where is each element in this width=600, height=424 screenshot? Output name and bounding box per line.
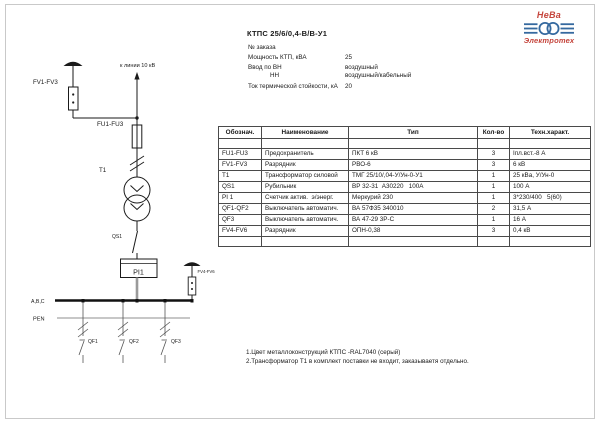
table-cell: 2 — [478, 204, 510, 215]
table-cell: Iпл.вст.-8 А — [510, 149, 591, 160]
logo-name-top: НеВа — [536, 10, 562, 20]
meter-pi1 — [121, 259, 158, 300]
busbar-abc — [31, 299, 194, 305]
label-abc: А,В,С — [31, 299, 45, 305]
table-cell — [349, 139, 478, 149]
table-cell: 3 — [478, 160, 510, 171]
table-cell: T1 — [219, 171, 262, 182]
table-cell: Трансформатор силовой — [262, 171, 349, 182]
table-cell: 100 А — [510, 182, 591, 193]
arrester-fv1-fv3 — [33, 62, 139, 120]
table-cell: 3 — [478, 149, 510, 160]
table-cell: 1 — [478, 193, 510, 204]
spec-value: 25 — [345, 54, 353, 61]
table-cell: 25 кВа, У/Ун-0 — [510, 171, 591, 182]
column-header: Тип — [349, 127, 478, 139]
table-row — [219, 226, 591, 237]
junction-dot — [135, 116, 138, 119]
table-row — [219, 193, 591, 204]
spec-value: воздушный — [345, 64, 378, 71]
arrester-fv4-fv6 — [184, 262, 216, 300]
spec-row — [248, 54, 528, 64]
table-cell: 3 — [478, 226, 510, 237]
spec-label: Ввод по ВН — [248, 64, 282, 71]
spec-row — [248, 72, 528, 83]
table-cell — [219, 237, 262, 247]
equipment-table — [218, 126, 591, 247]
table-cell: QS1 — [219, 182, 262, 193]
table-cell — [510, 139, 591, 149]
arrester-body — [188, 277, 196, 295]
spec-label: № заказа — [248, 44, 276, 51]
table-cell: ТМГ 25/10/,04-У/Ун-0-У1 — [349, 171, 478, 182]
table-cell: 0,4 кВ — [510, 226, 591, 237]
table-cell: Разрядник — [262, 226, 349, 237]
table-cell: Меркурий 230 — [349, 193, 478, 204]
table-row — [219, 171, 591, 182]
spec-row — [248, 64, 528, 72]
table-cell: ВА 57Ф35 340010 — [349, 204, 478, 215]
feeder-qf1 — [78, 302, 98, 363]
label-qf3: QF3 — [171, 339, 181, 345]
table-cell — [219, 139, 262, 149]
table-cell: Выключатель автоматич. — [262, 215, 349, 226]
spec-list — [248, 44, 528, 93]
table-row — [219, 149, 591, 160]
note-line: 1.Цвет металлоконструкций КТПС -RAL7040 (серый) — [246, 349, 401, 356]
table-cell — [478, 237, 510, 247]
breaker-blade — [79, 341, 84, 355]
spec-row — [248, 83, 528, 93]
breaker-blade — [119, 341, 124, 355]
table-cell: Разрядник — [262, 160, 349, 171]
ground-icon — [64, 62, 83, 66]
table-cell: FU1-FU3 — [219, 149, 262, 160]
table-spacer-row — [219, 237, 591, 247]
table-cell: Счетчик актив. э/энерг. — [262, 193, 349, 204]
label-fu1-fu3: FU1-FU3 — [97, 121, 124, 128]
breaker-blade — [161, 341, 166, 355]
switch-blade — [133, 231, 138, 253]
spec-label: НН — [270, 72, 280, 79]
feeder-qf3 — [160, 302, 181, 363]
label-fv4-fv6: FV4-FV6 — [197, 269, 215, 274]
label-pi1: PI1 — [133, 267, 144, 277]
table-cell — [262, 139, 349, 149]
label-fv1-fv3: FV1-FV3 — [33, 79, 58, 86]
label-qf1: QF1 — [88, 339, 98, 345]
column-header: Обознач. — [219, 127, 262, 139]
fuse-fu1-fu3 — [97, 121, 142, 148]
spec-label: Мощность КТП, кВА — [248, 54, 307, 61]
table-cell — [510, 237, 591, 247]
table-cell: FV4-FV6 — [219, 226, 262, 237]
table-cell — [478, 139, 510, 149]
ground-icon — [184, 262, 201, 266]
table-cell: QF1-QF2 — [219, 204, 262, 215]
table-cell: 1 — [478, 182, 510, 193]
arrester-body — [69, 87, 79, 110]
table-cell: 1 — [478, 215, 510, 226]
label-qf2: QF2 — [129, 339, 139, 345]
table-cell: QF3 — [219, 215, 262, 226]
spec-row — [248, 44, 528, 54]
table-cell: 3*230/400 5(60) — [510, 193, 591, 204]
table-cell: ОПН-0,38 — [349, 226, 478, 237]
notes-block — [246, 348, 469, 366]
company-logo — [506, 11, 592, 45]
table-cell: 16 А — [510, 215, 591, 226]
column-header: Кол-во — [478, 127, 510, 139]
table-cell: ПКТ 6 кВ — [349, 149, 478, 160]
spec-label: Ток термической стойкости, кА — [248, 83, 338, 90]
table-cell — [262, 237, 349, 247]
table-row — [219, 182, 591, 193]
label-pen: PEN — [33, 316, 45, 323]
table-cell — [349, 237, 478, 247]
table-row — [219, 160, 591, 171]
table-row — [219, 215, 591, 226]
transformer-t1 — [99, 167, 150, 221]
transformer-logo-icon — [524, 21, 574, 36]
equipment-table-wrap — [218, 126, 590, 247]
table-cell: Рубильник — [262, 182, 349, 193]
column-header: Наименование — [262, 127, 349, 139]
table-cell: 1 — [478, 171, 510, 182]
note-line: 2.Трансформатор Т1 в комплект поставки не входит, заказываетя отдельно. — [246, 358, 469, 365]
label-line-10kv: к линии 10 кВ — [120, 63, 156, 69]
table-cell: 6 кВ — [510, 160, 591, 171]
table-cell: PI 1 — [219, 193, 262, 204]
table-cell: 31,5 А — [510, 204, 591, 215]
table-spacer-row — [219, 139, 591, 149]
table-cell: РВО-6 — [349, 160, 478, 171]
table-row — [219, 204, 591, 215]
switch-qs1 — [112, 221, 138, 259]
table-cell: Предохранитель — [262, 149, 349, 160]
table-cell: FV1-FV3 — [219, 160, 262, 171]
table-cell: ВА 47-29 3Р-С — [349, 215, 478, 226]
label-qs1: QS1 — [112, 234, 123, 240]
pen-line — [33, 317, 190, 323]
spec-value: воздушный/кабельный — [345, 72, 412, 79]
table-header-row — [219, 127, 591, 139]
feeder-qf2 — [118, 302, 139, 363]
logo-name-bottom: Электротех — [523, 36, 575, 45]
table-cell: Выключатель автоматич. — [262, 204, 349, 215]
table-cell: ВР 32-31 А30220 100А — [349, 182, 478, 193]
drawing-title: КТПС 25/6/0,4-В/В-У1 — [247, 29, 328, 38]
spec-value: 20 — [345, 83, 353, 90]
label-t1: T1 — [99, 167, 107, 174]
column-header: Техн.характ. — [510, 127, 591, 139]
